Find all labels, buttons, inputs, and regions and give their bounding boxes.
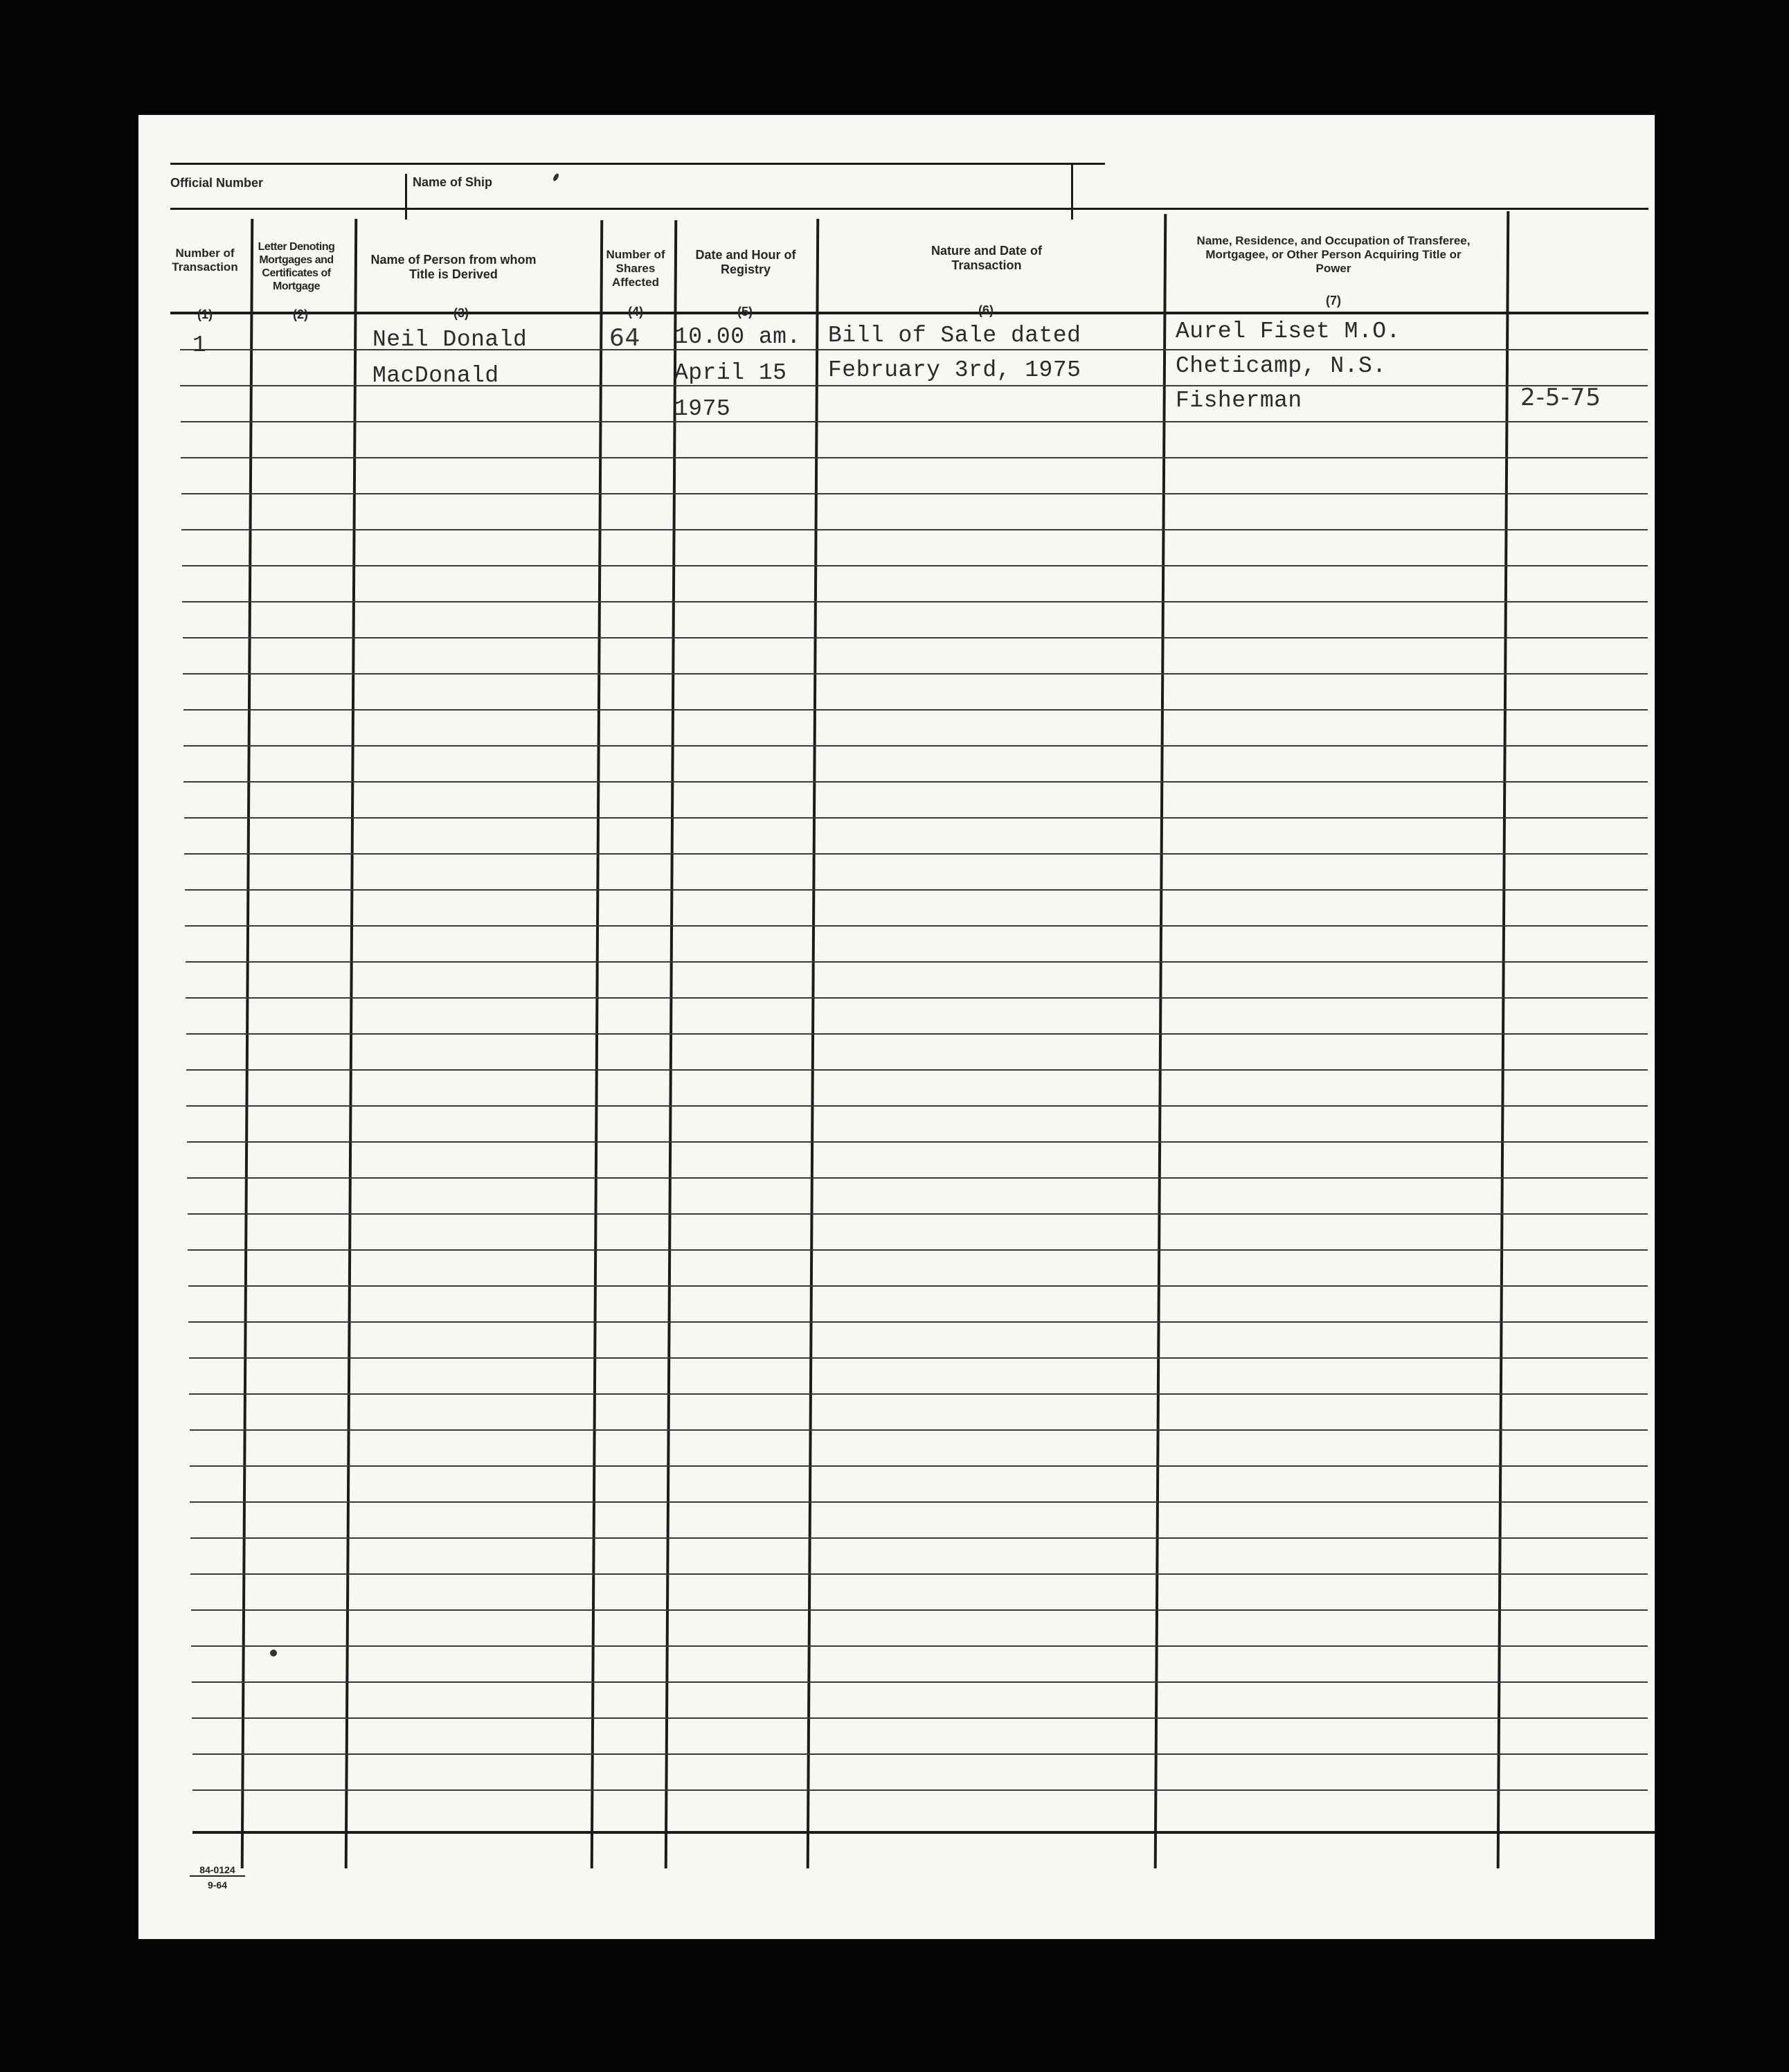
- header-top-line: [170, 208, 1648, 210]
- ruled-row-line: [183, 781, 1648, 783]
- entry-shares: 64: [609, 324, 641, 352]
- colnum-2: (2): [293, 307, 308, 321]
- ruled-row-line: [190, 1537, 1648, 1539]
- ruled-row-line: [192, 1681, 1648, 1683]
- ruled-row-line: [181, 529, 1648, 530]
- header-col-6: Nature and Date of Transaction: [931, 244, 1043, 273]
- header-col-1: Number of Transaction: [172, 247, 238, 274]
- colnum-4: (4): [628, 305, 643, 319]
- entry-acquirer-line2: Cheticamp, N.S.: [1176, 353, 1387, 379]
- ruled-row-line: [192, 1789, 1648, 1791]
- entry-acquirer-line1: Aurel Fiset M.O.: [1176, 319, 1401, 344]
- name-of-ship-label: Name of Ship: [413, 175, 493, 189]
- ruled-row-line: [190, 1465, 1648, 1467]
- ruled-row-line: [182, 565, 1648, 566]
- ruled-row-line: [187, 1141, 1648, 1143]
- ink-speck: [270, 1650, 277, 1656]
- ruled-row-line: [181, 421, 1648, 422]
- entry-nature-line2: February 3rd, 1975: [828, 357, 1081, 383]
- form-number-line1: 84-0124: [190, 1864, 245, 1877]
- col-divider-3: [591, 220, 604, 1868]
- col-divider-6: [1154, 214, 1167, 1868]
- ruled-row-line: [184, 853, 1648, 855]
- colnum-6: (6): [978, 303, 994, 317]
- ruled-row-line: [188, 1285, 1648, 1287]
- ruled-row-line: [190, 1501, 1648, 1503]
- entry-transaction-number: 1: [192, 332, 207, 358]
- ruled-row-line: [186, 1033, 1648, 1035]
- colnum-3: (3): [453, 306, 469, 320]
- register-page: [138, 115, 1655, 1939]
- ruled-row-line: [183, 709, 1648, 711]
- ruled-row-line: [191, 1645, 1648, 1647]
- header-col-7: Name, Residence, and Occupation of Transferee, Mortgagee, or Other Person Acquiring Title or Power: [1196, 234, 1471, 276]
- col-divider-2: [345, 219, 358, 1868]
- col-divider-5: [807, 219, 820, 1868]
- official-number-label: Official Number: [170, 176, 264, 190]
- entry-from-name-line2: MacDonald: [372, 363, 499, 388]
- name-of-ship-field[interactable]: [407, 165, 1070, 219]
- ruled-row-line: [189, 1357, 1648, 1359]
- header-bottom-line: [170, 312, 1648, 314]
- ruled-row-line: [185, 925, 1648, 927]
- col-divider-1: [241, 219, 254, 1868]
- form-number-line2: 9-64: [207, 1879, 228, 1891]
- colnum-5: (5): [737, 305, 753, 319]
- ruled-row-line: [181, 493, 1648, 494]
- colnum-7: (7): [1326, 294, 1341, 307]
- ruled-row-line: [188, 1321, 1648, 1323]
- header-col-4: Number of Shares Affected: [606, 248, 665, 289]
- ruled-row-line: [183, 637, 1648, 638]
- ruled-row-line: [187, 1177, 1648, 1179]
- ruled-row-line: [190, 1429, 1648, 1431]
- ruled-row-line: [186, 997, 1648, 999]
- header-col-3: Name of Person from whom Title is Derived: [370, 253, 537, 282]
- entry-registry-line2: April 15: [674, 360, 787, 386]
- header-col-5: Date and Hour of Registry: [695, 248, 796, 277]
- ruled-row-line: [189, 1393, 1648, 1395]
- table-bottom-line: [192, 1831, 1655, 1834]
- ruled-row-line: [188, 1249, 1648, 1251]
- entry-registry-line3: 1975: [674, 396, 731, 422]
- col-divider-7: [1497, 211, 1510, 1868]
- entry-registry-line1: 10.00 am.: [674, 324, 801, 350]
- ruled-row-line: [192, 1753, 1648, 1755]
- ruled-row-line: [186, 1105, 1648, 1107]
- margin-note: 2-5-75: [1520, 384, 1602, 411]
- top-box-right: [1071, 163, 1073, 220]
- ruled-row-line: [186, 961, 1648, 963]
- ruled-row-line: [188, 1213, 1648, 1215]
- entry-acquirer-line3: Fisherman: [1176, 388, 1302, 413]
- ruled-row-line: [190, 1573, 1648, 1575]
- ruled-row-line: [183, 673, 1648, 675]
- ruled-row-line: [192, 1717, 1648, 1719]
- col-divider-4: [665, 220, 678, 1868]
- ruled-row-line: [181, 457, 1648, 458]
- ruled-row-line: [191, 1609, 1648, 1611]
- entry-nature-line1: Bill of Sale dated: [828, 323, 1081, 348]
- ruled-row-line: [183, 745, 1648, 747]
- header-col-2: Letter Denoting Mortgages and Certificates of Mortgage: [258, 241, 335, 292]
- ruled-row-line: [185, 889, 1648, 891]
- ruled-row-line: [184, 817, 1648, 819]
- colnum-1: (1): [197, 307, 213, 321]
- entry-from-name-line1: Neil Donald: [372, 327, 528, 352]
- ruled-row-line: [182, 601, 1648, 602]
- ruled-row-line: [186, 1069, 1648, 1071]
